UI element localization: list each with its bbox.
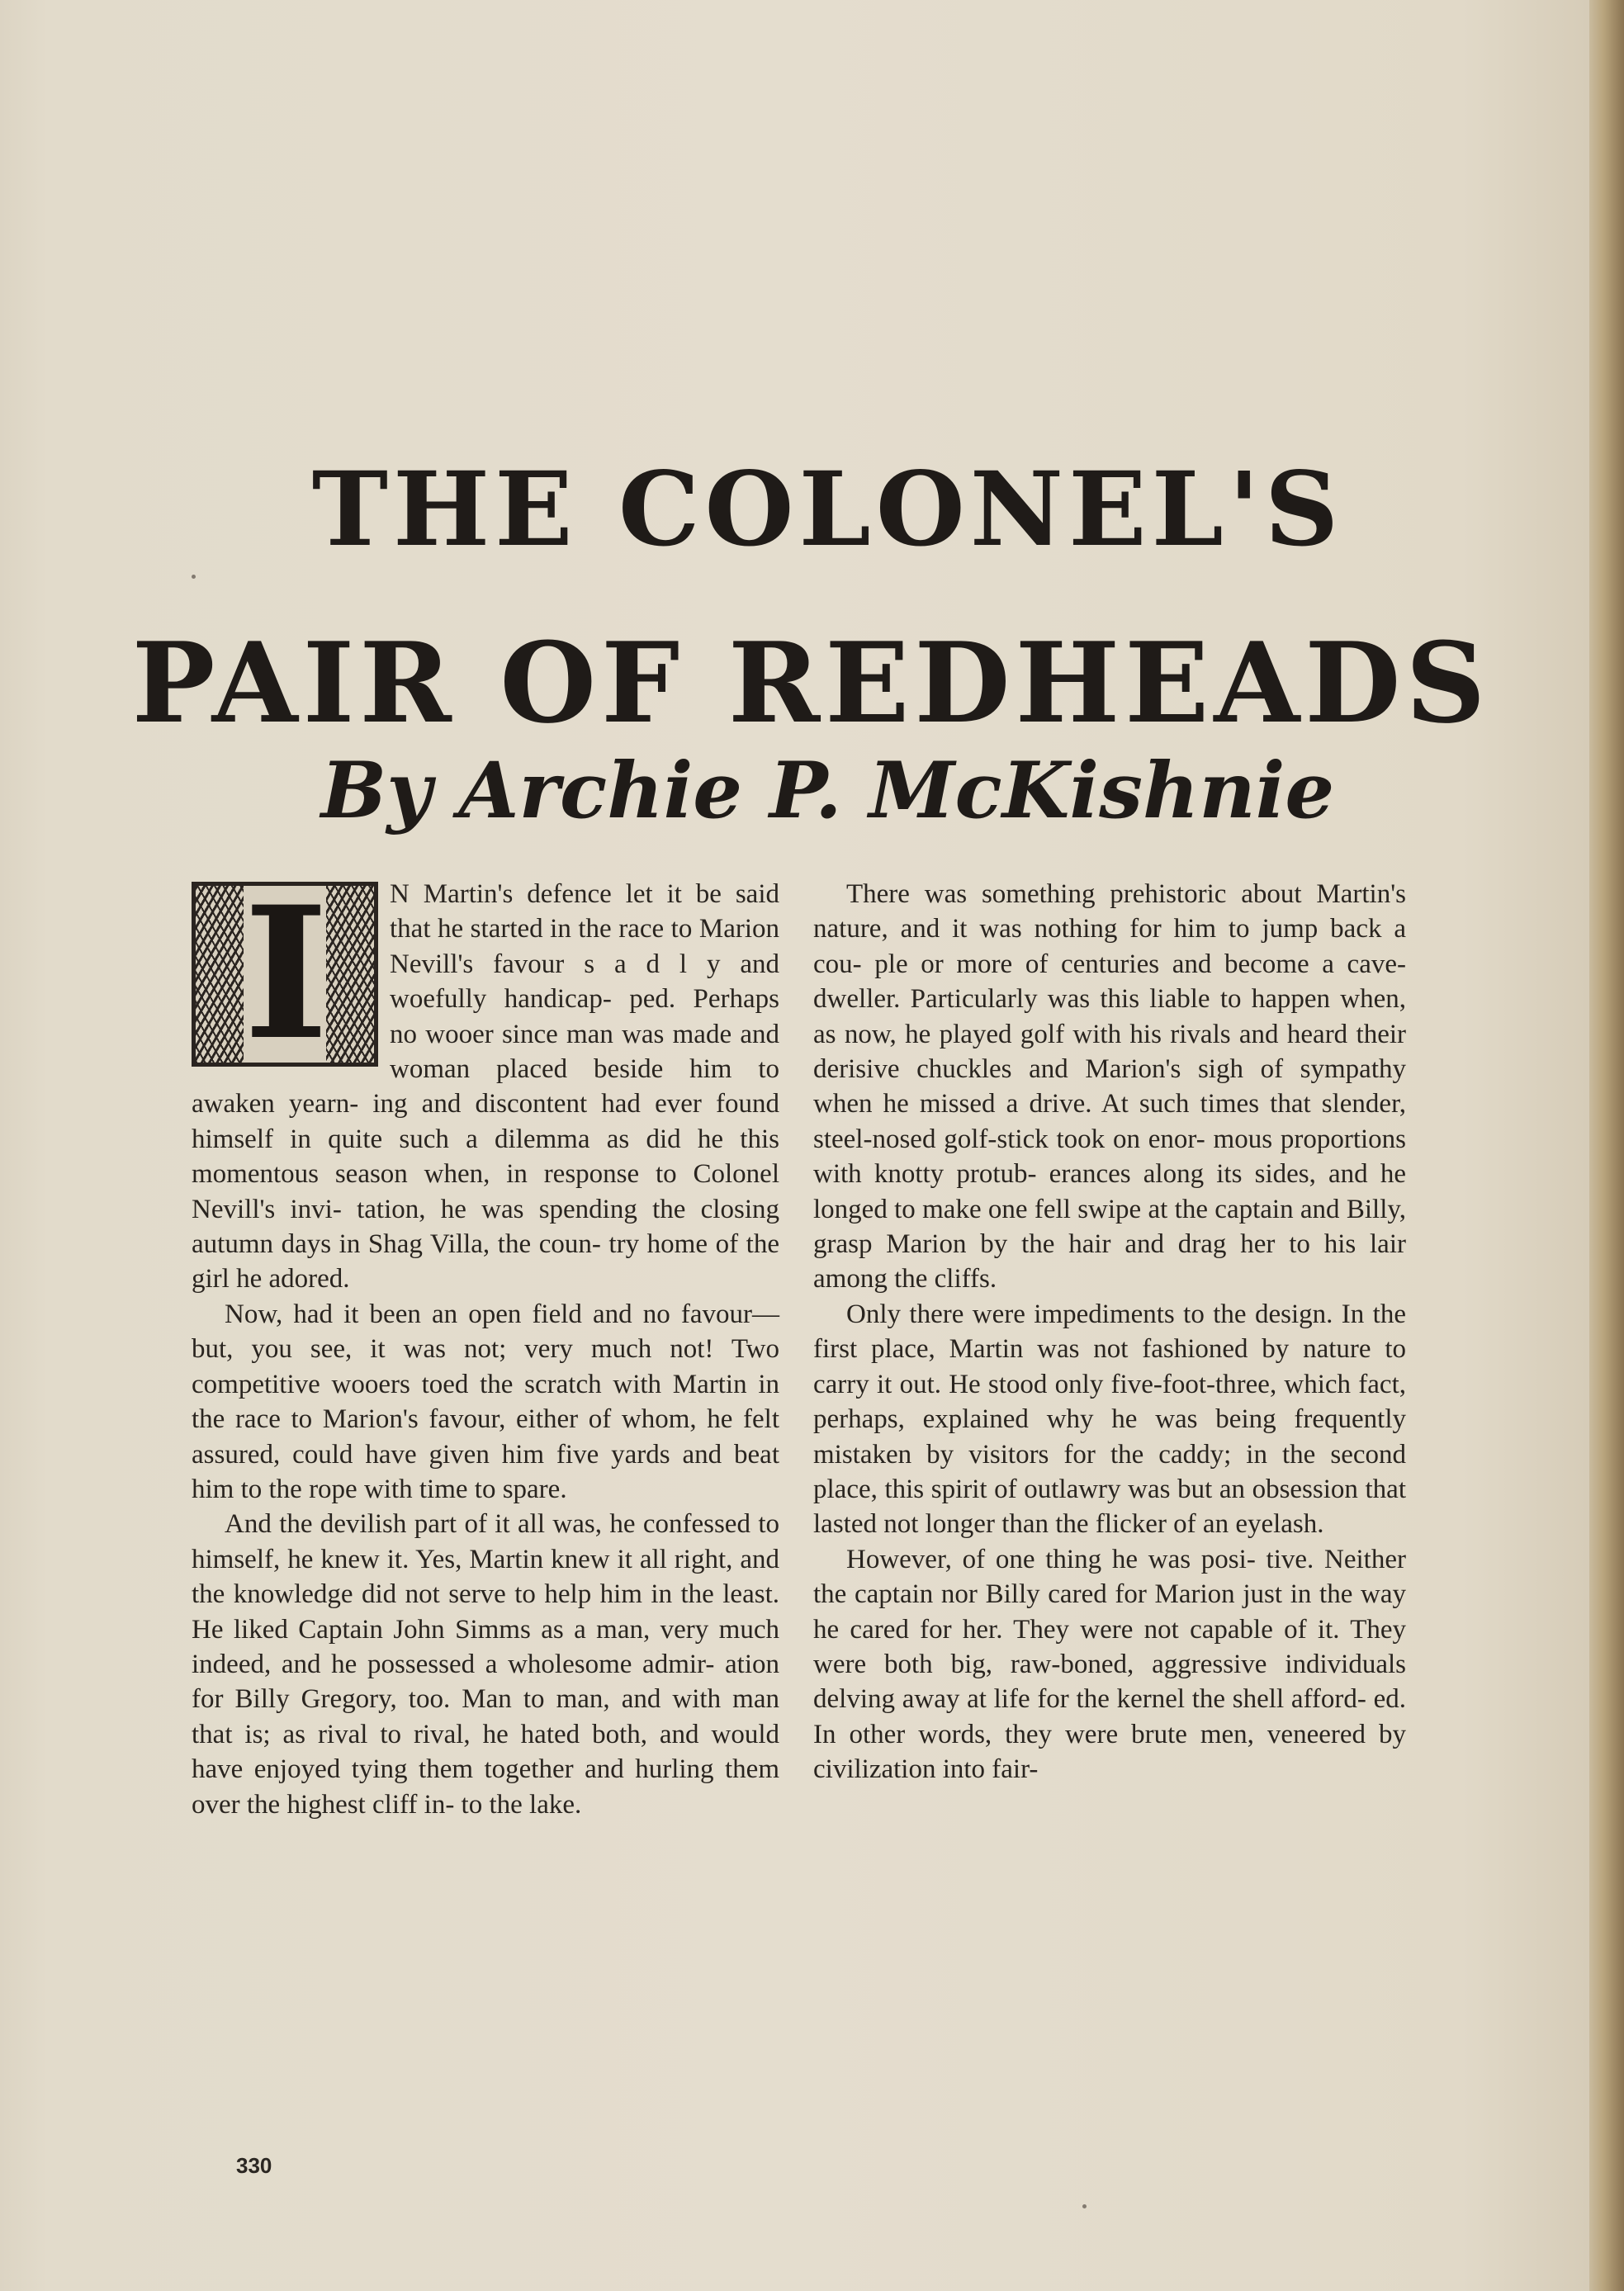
page-edge xyxy=(1589,0,1624,2291)
drop-cap-ornament xyxy=(192,882,378,1067)
paragraph: N Martin's defence let it be said that he started in the race to Marion Nevill's favour s a d l y and woefully handicap- ped. Perhaps no wooer since man was made and woman placed beside him to awaken yearn- ing and discontent had ever found himself in quite such a dilemma as did he this momentous season when, in response to Colonel Nevill's invi- tation, he was spending the closing autumn days in Shag Villa, the coun- try home of the girl he adored. xyxy=(192,879,779,1295)
title-line-1: THE COLONEL'S xyxy=(311,450,1344,570)
paper-speck xyxy=(1082,2204,1087,2208)
left-column xyxy=(192,877,779,1822)
page-number: 330 xyxy=(236,2153,272,2178)
title-line-2: PAIR OF REDHEADS xyxy=(131,618,1491,748)
paragraph: Only there were impediments to the design. In the first place, Martin was not fashioned by nature to carry it out. He stood only five-foot-three, which fact, perhaps, explained why he was being frequently mistaken by visitors for the caddy; in the second place, this spirit of outlawry was but an obsession that lasted not longer than the flicker of an eyelash. xyxy=(813,1299,1406,1540)
paragraph: And the devilish part of it all was, he confessed to himself, he knew it. Yes, Martin knew it all right, and the knowledge did not serve to help him in the least. He liked Captain John Simms as a man, very much indeed, and he possessed a wholesome admir- ation for Billy Gregory, too. Man to man, and with man that is; as rival to rival, he hated both, and would have enjoyed tying them together and hurling them over the highest cliff in- to the lake. xyxy=(192,1509,779,1820)
byline: By Archie P. McKishnie xyxy=(320,746,1335,836)
paragraph: However, of one thing he was posi- tive. Neither the captain nor Billy cared for Marion just in the way he cared for her. They were not capable of it. They were both big, raw-boned, aggressive individuals delving away at life for the kernel the shell afford- ed. In other words, they were brute men, veneered by civilization into fair- xyxy=(813,1544,1406,1785)
paper-speck xyxy=(192,575,196,579)
right-column xyxy=(813,877,1406,1787)
paragraph: There was something prehistoric about Martin's nature, and it was nothing for him to jump back a cou- ple or more of centuries and become a cave-dweller. Particularly was this liable to happen when, as now, he played golf with his rivals and heard their derisive chuckles and Marion's sigh of sympathy when he missed a drive. At such times that slender, steel-nosed golf-stick took on enor- mous proportions with knotty protub- erances along its sides, and he longed to make one fell swipe at the captain and Billy, grasp Marion by the hair and drag her to his lair among the cliffs. xyxy=(813,879,1406,1295)
paragraph: Now, had it been an open field and no favour—but, you see, it was not; very much not! Two competitive wooers toed the scratch with Martin in the race to Marion's favour, either of whom, he felt assured, could have given him five yards and beat him to the rope with time to spare. xyxy=(192,1299,779,1504)
drop-cap-letter: I xyxy=(244,882,326,1067)
